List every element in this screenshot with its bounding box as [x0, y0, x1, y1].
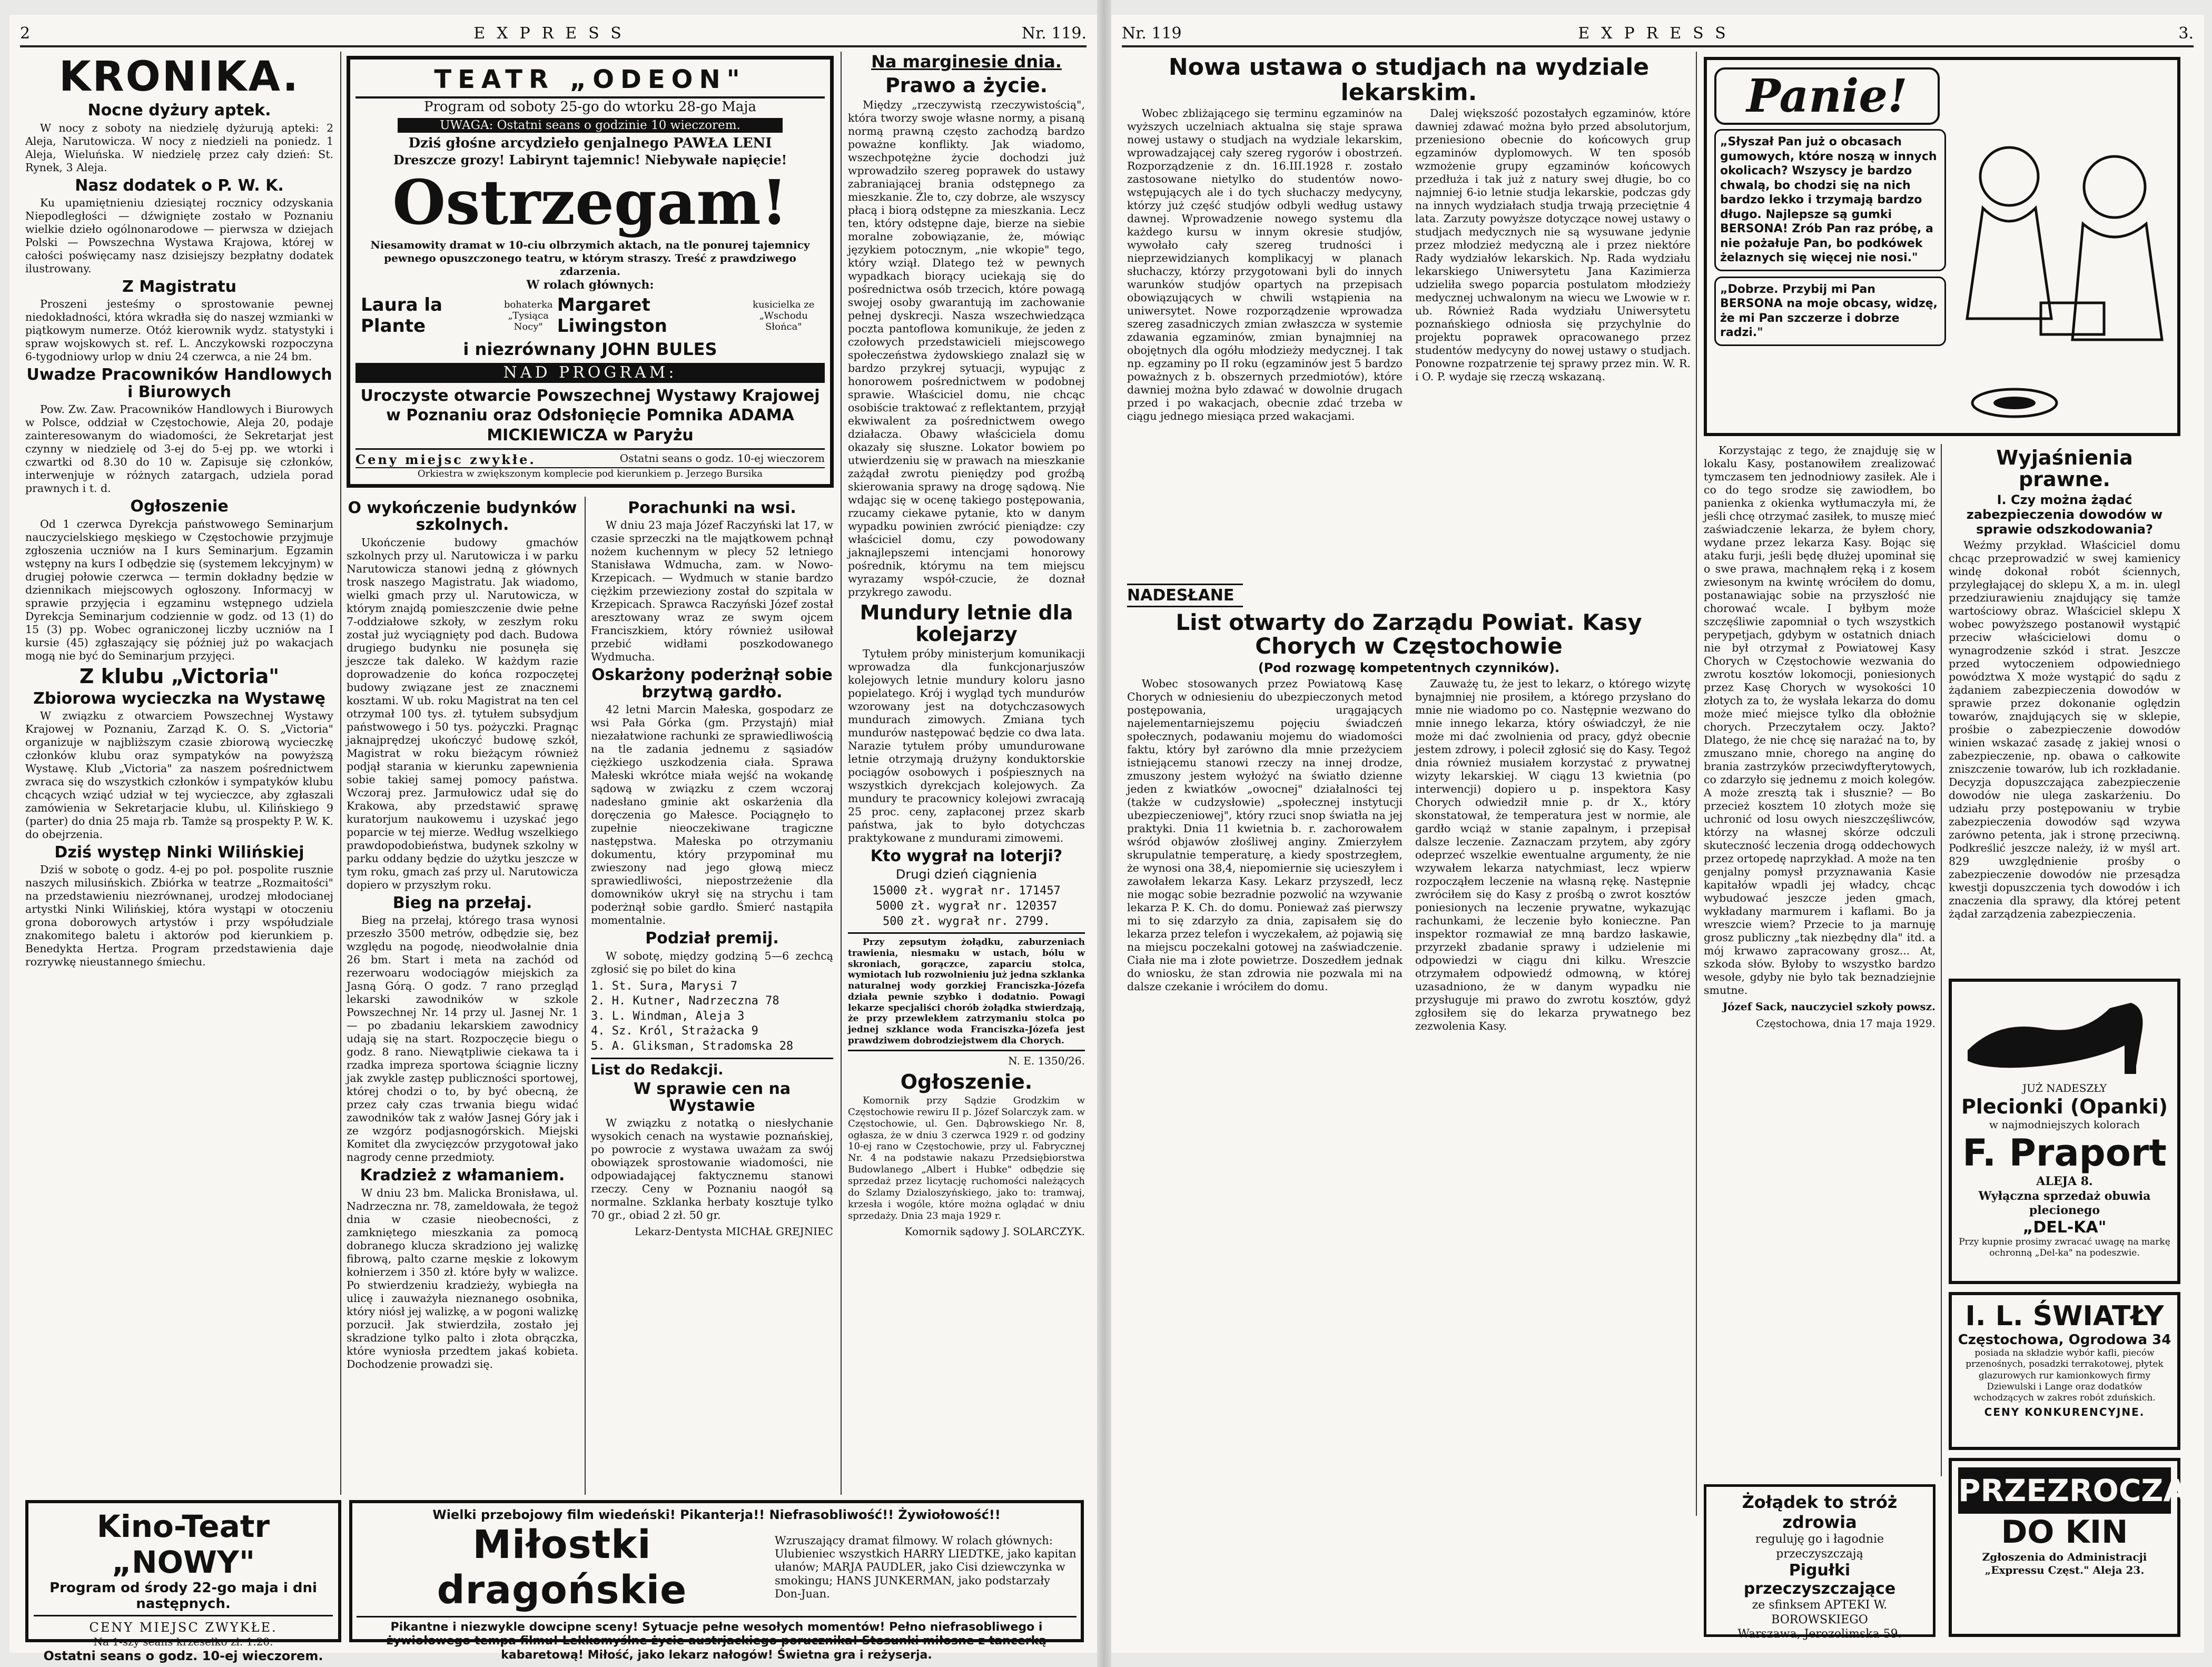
redakcja-text: W związku z notatką o niesłychanie wysokich cenach na wystawie poznańskiej, po powrocie z wystawa uważam za swój obowiązek sprostowanie wiadomości, nie odpowiadającej faktycznemu stanowi rzeczy. Ceny w Poznaniu naogół są normalne. Szklanka herbaty kosztuje tylko 70 gr., obiad 2 zł. 50 gr. — [591, 1117, 833, 1222]
nadeslane-label: NADESŁANE — [1127, 584, 1243, 607]
odeon-footer — [355, 448, 825, 467]
zoladek-ad — [1704, 1484, 1935, 1641]
milostki-ad — [349, 1500, 1084, 1662]
redakcja-heading: List do Redakcji. — [591, 1061, 724, 1078]
budynek-heading: O wykończenie budynków szkolnych. — [348, 499, 577, 535]
panie-speech-2: „Dobrze. Przybij mi Pan BERSONA na moje obcasy, widzę, że mi Pan szczerze i dobrze radzi." — [1714, 277, 1946, 346]
actor-1-note: bohaterka „Tysiąca Nocy" — [503, 299, 553, 332]
ogloszenie-ref: N. E. 1350/26. — [1008, 1054, 1085, 1067]
dodatek-text: Ku upamiętnieniu dziesiątej rocznicy odzyskania Niepodległości — dźwignięte zostało w Poznaniu wielkie dzieło ogólnonarodowe — pierwsza w dziejach Polski — Powszechna Wystawa Krajowa, której w całości poświęcamy nasz dzisiejszy bezpłatny dodatek ilustrowany. — [25, 196, 333, 275]
panie-texts — [1714, 129, 1946, 435]
porachunki-text: W dniu 23 maja Józef Raczyński lat 17, w czasie sprzeczki na tle majątkowem pchnął nożem kuchennym w plecy 52 letniego Stanisława Wdmucha, zam. w Nowo-Krzepicach. — Wydmuch w stanie bardzo ciężkim przewieziony został do szpitala w Krzepicach. Sprawca Raczyński Józef został aresztowany wraz ze swym ojcem Franciszkiem, który również usiłował przebić widłami poszkodowanego Wydmucha. — [591, 519, 833, 664]
odeon-title: TEATR „ODEON" — [355, 65, 825, 98]
panie-ad — [1704, 57, 2180, 436]
divider — [848, 932, 1085, 934]
bieg-heading: Bieg na przełaj. — [392, 893, 532, 912]
col2-left — [347, 497, 578, 1495]
zoladek-ad-address: Warszawa, Jerozolimska 59. — [1737, 1627, 1902, 1641]
redakcja-signature: Lekarz-Dentysta MICHAŁ GREJNIEC — [635, 1225, 833, 1238]
list-item: 500 zł. wygrał nr. 2799. — [883, 914, 1050, 928]
oskarzony-text: 42 letni Marcin Małeska, gospodarz ze wsi Pała Górka (gm. Przystajń) miał niezałatwione rachunki ze sprawiedliwością na tle zadania jednemu z sąsiadów ciężkiego uszkodzenia ciała. Sprawa Małeski wkrótce miała wejść na wokandę sądową w związku z czem wczoraj nadesłano gminie akt oskarżenia dla doręczenia go Małesce. Pociągnęło to zupełnie nieoczekiwane tragiczne następstwa. Małeska po otrzymaniu dokumentu, który przypominał mu zwieszony nad jego głową miecz sprawiedliwości, niepostrzeżenie dla domowników ukrył się na strychu i tam poderżnął sobie gardło. Śmierć nastąpiła momentalnie. — [591, 703, 833, 927]
swiatly-name: I. L. ŚWIATŁY — [1965, 1300, 2164, 1332]
porachunki-heading: Porachunki na wsi. — [628, 499, 796, 517]
odeon-uwaga: UWAGA: Ostatni seans o godzinie 10 wieczorem. — [398, 118, 783, 133]
divider — [357, 1616, 1077, 1617]
milostki-bottom: Pikantne i niezwykle dowcipne sceny! Sytuacje pełne wesołych momentów! Pełno niefrasobliwego i żywiołowego tempa filmu! Lekkomyślne życie austrjackiego porucznika! Stosunki miłosne z tancerką kabaretową! Miłość, jako lekarz nałogów! Świetna gra i reżyserja. — [386, 1621, 1047, 1662]
przezrocza-subtitle: DO KIN — [2001, 1514, 2128, 1551]
odeon-program: Program od soboty 25-go do wtorku 28-go Maja — [424, 99, 756, 115]
odeon-line1: Dziś głośne arcydzieło genjalnego PAWŁA LENI — [408, 135, 772, 152]
odeon-line2: Dreszcze grozy! Labirynt tajemnic! Niebywałe napięcie! — [393, 152, 787, 167]
mundury-heading: Mundury letnie dla kolejarzy — [860, 601, 1073, 646]
divider — [34, 1615, 333, 1616]
kasa-continuation — [1704, 444, 1935, 1476]
odeon-ceny: Ceny miejsc zwykłe. — [355, 452, 536, 468]
panie-speech-1: „Słyszał Pan już o obcasach gumowych, które noszą w innych okolicach? Wszyscy je bardzo chwalą, bo chodzi się na nich bardzo lekko i trzymają bardzo długo. Najlepsze są gumki BERSONA! Zrób Pan raz próbę, a nie pożałuje Pan, bo podkówek żelaznych się więcej nie nosi." — [1714, 129, 1946, 271]
zoladek-ad-text: reguluję go i łagodnie przeczyszczają — [1755, 1533, 1884, 1561]
victoria-subheading: Zbiorowa wycieczka na Wystawę — [33, 689, 325, 708]
kradziez-text: W dniu 23 bm. Malicka Bronisława, ul. Nadrzeczna nr. 78, zameldowała, że tegoż dnia w czasie nieobecności, z zamkniętego mieszkania za pomocą dobranego klucza skradziono jej walizkę fibrową, palto czarne męskie z lokowym kołnierzem i 350 zł. które były w walizce. Po stwierdzeniu kradzieży, wybiegła na ulicę i zauważyła nieznanego osobnika, który niósł jej walizkę, a w pogoni walizkę porzucił. Jak stwierdziła, zostało jej skradzione tylko palto i złota obrączka, które wyniosła przedtem jakaś kobieta. Dochodzenie prowadzi się. — [347, 1186, 578, 1370]
kronika-title: KRONIKA. — [59, 53, 300, 101]
odeon-extra: Uroczyste otwarcie Powszechnej Wystawy Krajowej w Poznaniu oraz Odsłonięcie Pomnika ADAMA MICKIEWICZA w Paryżu — [360, 386, 820, 445]
masthead: EXPRESS — [1578, 24, 1737, 43]
praport-name: F. Praport — [1962, 1131, 2167, 1175]
praport-top: JUŻ NADESZŁY — [2022, 1082, 2107, 1094]
kino-nowy-ceny: CENY MIEJSC ZWYKŁE. — [89, 1620, 278, 1635]
list-item: 3. L. Windman, Aleja 3 — [591, 1009, 745, 1023]
uwadze-text: Pow. Zw. Zaw. Pracowników Handlowych i Biurowych w Polsce, oddział w Częstochowie, Aleja 20, podaje zainteresowanym do wiadomości, że Sekretarjat jest czynny w niedzielę od 3-ej do 5-ej pp. we wtorki i czwartki od 8.30 do 10 w. Zapisuje się członków, interwenjuje w różnych zatargach, udziela porad prawnych i t. d. — [25, 403, 333, 495]
nadeslane-text-a: Wobec stosowanych przez Powiatową Kasę Chorych w odniesieniu do ubezpieczonych metod postępowania, urągających najelementarniejszemu pojęciu świadczeń społecznych, podawaniu mojemu do wiadomości faktu, który był zarówno dla mnie przeżyciem istniejącemu stanowi rzeczy na innej drodze, zmuszony jestem wyłożyć na światło dzienne jeden z kwiatków „owocnej" działalności tej (także w cudzysłowie) „społecznej instytucji ubezpieczeniowej", który rzuci snop światła na jej praktyki. Dnia 11 kwietnia b. r. zachorowałem wśród objawów złośliwej anginy. Zmierzyłem skrupulatnie temperaturę, a kiedy spostrzegłem, że wynosi ona 38,4, niepomiernie się ucieszyłem i zawołałem lekarza Kasy. Lekarz przyszedł, lecz nie mogąc sobie bezradnie pozwolić na wzywanie lekarza P. K. Ch. do domu. Ponieważ zaś pierwszy mi to się zdarzyło za dnia, zapisałem się do lekarza przez telefon i wyczekałem, aż pojawią się na miejscu poczekalni gotowej na zaświadczenie. Ciała nie ma i złote powietrze. Doszedłem jednak do wniosku, że stan zdrowia nie pozwala mi na dalsze czekanie i wróciłem do domu. — [1127, 677, 1403, 993]
swiatly-text: posiada na składzie wybór kafli, pieców przenośnych, posadzki terrakotowej, płytek glazurowych rur kamionkowych firmy Dziewulski i Lange oraz dodatków wchodzących w zakres robót zduńskich. — [1966, 1348, 2164, 1403]
odeon-film-title: Ostrzegam! — [392, 166, 788, 239]
premie-heading: Podział premij. — [645, 929, 779, 948]
wilinska-heading: Dziś występ Ninki Wilińskiej — [54, 843, 304, 862]
loteria-list — [848, 884, 1085, 929]
page-number: 3. — [2178, 24, 2194, 43]
zoladek-ad-firm: ze sfinksem APTEKI W. BOROWSKIEGO — [1752, 1599, 1888, 1626]
ustawa-title: Nowa ustawa o studjach na wydziale lekarskim. — [1168, 54, 1650, 106]
odeon-last-show: Ostatni seans o godz. 10-ej wieczorem — [619, 452, 825, 465]
left-running-header — [20, 21, 1087, 47]
kradziez-heading: Kradzież z włamaniem. — [360, 1166, 565, 1185]
kino-nowy-title: Kino-Teatr „NOWY" — [96, 1508, 270, 1580]
przezrocza-ad — [1949, 1458, 2187, 1637]
column-rule — [841, 52, 842, 1495]
praport-address: ALEJA 8. — [2036, 1175, 2093, 1188]
swiatly-ad — [1949, 1292, 2180, 1450]
actor-2: Margaret Liwingston — [557, 294, 667, 337]
actor-3: i niezrównany JOHN BULES — [463, 339, 717, 360]
actor-2-note: kusicielka ze „Wschodu Słońca" — [753, 299, 815, 332]
ogloszenie-text: Od 1 czerwca Dyrekcja państwowego Seminarjum nauczycielskiego męskiego w Częstochowie przyjmuje zgłoszenia uczniów na I kurs Seminarjum. Egzamin wstępny na kurs I odbędzie się (systemem lekcyjnym) w drugiej połowie czerwca — termin dokładny będzie w dziennikach miejscowych ogłoszony. Informacyj w sprawie przyjęcia i egzaminu wstępnego udziela Dyrekcja Seminarjum codziennie w godz. od 13 (1) do 15 (3) pp. Wobec ograniczonej liczby uczniów na I kursie (45) zgłaszający się później już po wakacjach mogą nie być do Seminarjum przyjęci. — [25, 517, 333, 662]
masthead: EXPRESS — [473, 24, 633, 43]
actor-1: Laura la Plante — [361, 294, 442, 337]
shoe-icon — [1957, 987, 2173, 1082]
panie-title: Panie! — [1714, 67, 1940, 125]
kino-nowy-program: Program od środy 22-go maja i dni następnych. — [50, 1580, 317, 1612]
cobbler-illustration — [1951, 129, 2172, 435]
odeon-ad — [347, 56, 834, 488]
wyjasnienia-heading: Wyjaśnienia prawne. — [1996, 446, 2133, 491]
wyjasnienia-subheading: I. Czy można żądać zabezpieczenia dowodów w sprawie odszkodowania? — [1966, 492, 2163, 537]
zoladek-text: Przy zepsutym żołądku, zaburzeniach trawienia, niesmaku w ustach, bólu w skroniach, gorączce, zaparciu stolca, wymiotach lub rozwolnieniu już jedna szklanka naturalnej wody gorzkiej Franciszka-Józefa działa pewnie szybko i dodatnio. Powagi lekarze specjaliści chorób żołądka stwierdzają, że przy przewlekłem zatrzymaniu stolca po jednej szklance woda Franciszka-Józefa jest prawdziwem dobrodziejstwem dla Chorych. — [848, 937, 1085, 1046]
col3 — [848, 52, 1085, 1495]
margines-heading: Na marginesie dnia. — [871, 52, 1062, 72]
issue-number: Nr. 119 — [1122, 24, 1182, 43]
list-item: 5. A. Gliksman, Stradomska 28 — [591, 1039, 794, 1053]
przezrocza-note: Zgłoszenia do Administracji „Expressu Częst." Aleja 23. — [1982, 1551, 2147, 1576]
ogloszenie-2-signature: Komornik sądowy J. SOLARCZYK. — [904, 1225, 1085, 1238]
wilinska-text: Dziś w sobotę o godz. 4-ej po poł. pospolite rusznie naszych milusińskich. Zbiórka w teatrze „Rozmaitości" na przedstawieniu niezrównanej, urodzej młodocianej artystki Ninki Wilińskiej, która wystąpi w otoczeniu grona doborowych artystów i przy współudziale znakomitego baletu i aktorów pod kierunkiem p. Benedykta Hertza. Program przedstawienia daje rozrywkę nieustannego śmiechu. — [25, 863, 333, 969]
premie-list — [591, 979, 833, 1054]
list-item: 5000 zł. wygrał nr. 120357 — [875, 900, 1058, 913]
milostki-top: Wielki przebojowy film wiedeński! Pikanterja!! Niefrasobliwość!! Żywiołowość!! — [432, 1507, 1001, 1522]
col2-right — [591, 497, 833, 1495]
milostki-desc: Wzruszający dramat filmowy. W rolach głównych: Ulubieniec wszystkich HARRY LIEDTKE, jako kapitan ułanów; MARJA PAUDLER, jako Cisi dziewczynka w smokingu; HANS JUNKERMAN, jako podstarzały Don-Juan. — [775, 1534, 1077, 1600]
victoria-heading: Z klubu „Victoria" — [79, 664, 280, 688]
zoladek-ad-title: Żołądek to stróż zdrowia — [1742, 1492, 1898, 1532]
ogloszenie-2-text: Komornik przy Sądzie Grodzkim w Częstochowie rewiru II p. Józef Solarczyk zam. w Częstochowie, ul. Gen. Dąbrowskiego Nr. 8, ogłasza, że w dniu 3 czerwca 1929 r. od godziny 10-ej rano w Częstochowie, przy ul. Fabrycznej Nr. 4 na podstawie nakazu Przedsiębiorstwa Budowlanego „Albert i Hubke" odbędzie się sprzedaż przez licytację ruchomości należących do Szlamy Dzialoszyńskiego, jako to: tramwaj, krzesła i wogóle, które można oglądać w dniu sprzedaży. Dnia 23 maja 1929 r. — [848, 1094, 1085, 1222]
ustawa-article — [1127, 52, 1691, 584]
list-item: 1. St. Sura, Marysi 7 — [591, 979, 738, 993]
column-rule — [1696, 52, 1697, 1516]
divider — [848, 1050, 1085, 1051]
ogloszenie-heading: Ogłoszenie — [130, 497, 229, 516]
wyjasnienia-article — [1949, 444, 2180, 971]
issue-number: Nr. 119. — [1021, 24, 1087, 43]
zoladek-ad-product: Pigułki przeczyszczające — [1743, 1561, 1896, 1598]
ustawa-columns — [1127, 107, 1691, 426]
apteki-text: W nocy z soboty na niedzielę dyżurują apteki: 2 Aleja, Narutowicza. W nocy z niedzieli na poniedz. 1 Aleja, Wieluńska. W niedzielę przez cały dzień: St. Rynek, 3 Aleja. — [25, 121, 333, 174]
bieg-text: Bieg na przełaj, którego trasa wynosi przeszło 3500 metrów, odbędzie się, bez względu na pogodę, nieodwołalnie dnia 26 bm. Start i meta na zachód od rezerwoaru wodociągów miejskich za Jasną Górą. O godz. 7 rano przegląd lekarski zawodników w szkole Powszechnej Nr. 14 przy ul. Jasnej Nr. 1 — po zbadaniu lekarskiem zawodnicy udają się na start. Rozpoczęcie biegu o godz. 8 rano. Niewątpliwie ciekawa ta i rzadka impreza sportowa ściągnie liczny jak zwykle zastęp publiczności sportowej, której chodzi o to, by być obecną, że przez cały czas trwania biegu widać zawodników tak z wałów Jasnej Góry jak i ze wzgórz podjasnogórskich. Miejski Komitet dla zwycięzców przygotował jako nagrody cenne przedmioty. — [347, 914, 578, 1164]
kasa-signature: Józef Sack, nauczyciel szkoły powsz. — [1722, 1000, 1935, 1013]
mundury-text: Tytułem próby ministerjum komunikacji wprowadza dla funkcjonarjuszów kolejowych letnie mundury koloru jasno popielatego. Krój i wygląd tych mundurów wzorowany jest na dotychczasowych mundurach zimowych. Zmiana tych mundurów następować będzie co dwa lata. Narazie tytułem próby umundurowane letnie otrzymają drużyny konduktorskie pociągów osobowych i pośpiesznych na wszystkich dyrekcjach kolejowych. Za mundury te pracownicy kolejowi zwracają 25 proc. ceny, zapłaconej przez skarb państwa, jak to było dotychczas praktykowane z mundurami zimowemi. — [848, 647, 1085, 845]
kino-nowy-note: Na 1-szy seans krzesełko zł. 1.20. — [93, 1635, 273, 1648]
apteki-heading: Nocne dyżury aptek. — [87, 101, 271, 120]
kronika-column — [25, 52, 333, 1495]
loteria-heading: Kto wygrał na loterji? — [870, 847, 1063, 866]
praport-product: Plecionki (Opanki) — [1961, 1095, 2168, 1118]
nadeslane-text-b: Zauważę tu, że jest to lekarz, o którego wizytę bynajmniej nie prosiłem, a którego przysłano do mnie nie wiadomo po co. Następnie wezwano do mnie innego lekarza, który oświadczył, że nie może mi dać zwolnienia od pracy, gdyż obecnie jestem zdrowy, i polecił zgłosić się do Kasy. Tegoż dnia również musiałem korzystać z prywatnej wizyty lekarskiej. W ciągu 13 kwietnia (po interwencji) dopiero u p. inspektora Kasy Chorych odwiedził mnie p. dr X., który skonstatował, że temperatura jest w normie, ale gardło wciąż w stanie zapalnym, i przepisał dalsze leczenie. Zaznaczam przytem, aby zgóry odeprzeć wszelkie ewentualne argumenty, że nie wzywałem lekarza natychmiast, lecz wpierw rozpocząłem leczenie na własną rękę. Następnie zwróciłem się do Kasy z prośbą o zwrot kosztów poniesionych na leczenie prywatne, wykazując rachunkami, że leczenie było konieczne. Pan inspektor rozmawiał ze mną bardzo łaskawie, przyrzekł zbadanie sprawy i udzielenie mi odpowiedzi w ciągu dni kilku. Wreszcie otrzymałem odpowiedź odmowną, w której uzasadniono, że w danym wypadku nie przysługuje mi prawo do zwrotu kosztów, gdyż zgłosiłem się do lekarza prywatnego bez zezwolenia Kasy. — [1415, 677, 1691, 1032]
milostki-middle — [357, 1522, 1077, 1613]
milostki-title: Miłostki dragońskie — [437, 1522, 687, 1613]
praport-ad — [1949, 979, 2180, 1284]
nadeslane-title: List otwarty do Zarządu Powiat. Kasy Chorych w Częstochowie — [1176, 609, 1642, 659]
odeon-nad-program: NAD PROGRAM: — [355, 363, 825, 383]
victoria-text: W związku z otwarciem Powszechnej Wystawy Krajowej w Poznaniu, Zarząd K. O. S. „Victoria" organizuje w najbliższym czasie zbiorową wycieczkę członków klubu oraz sympatyków na powyższą Wystawę. Klub „Victoria" za naszem pośrednictwem zwraca się do wszystkich członków i sympatyków klubu chcących wziąć udział w tej wycieczce, aby zgłaszali zamówienia w Sekretarjacie klubu, ul. Kilińskiego 9 (parter) do dnia 25 maja rb. Tamże są prospekty P. W. K. do obejrzenia. — [25, 709, 333, 841]
odeon-roles-head: W rolach głównych: — [526, 278, 654, 292]
dodatek-heading: Nasz dodatek o P. W. K. — [75, 176, 284, 195]
praport-note: Przy kupnie prosimy zwracać uwagę na markę ochronną „Del-ka" na podeszwie. — [1959, 1236, 2170, 1258]
swiatly-price: CENY KONKURENCYJNE. — [1984, 1406, 2145, 1419]
page-gutter — [1097, 0, 1111, 1667]
wyjasnienia-text: Weźmy przykład. Właściciel domu chcąc przeprowadzić w swej kamienicy windę dokonał robót ściennych, przyległającej do sklepu X, a m. in. ulegl przedziurawieniu znajdujący się tamże wartościowy obraz. Właściciel sklepu X wobec powyższego postanowił wystąpić przeciw właścicielowi domu o wynagrodzenie szkód i strat. Jeszcze przed wytoczeniem odpowiedniego powództwa X może wystąpić do sądu z żądaniem zabezpieczenia dowodów w sprawie przez dokonanie oględzin towarów, znajdujących się w sklepie, prośbie o zabezpieczenie dowodów winien wskazać zasadę z jakiej wnosi o zabezpieczenie, np. obawa o całkowite zniszczenie towarów, lub ich rozkładanie. Decyzja dopuszczająca zabezpieczenie dowodów nie ulega zaskarżeniu. Do udziału przy postępowaniu w trybie zabezpieczenia dowodów sąd wzywa zarówno petenta, jak i stronę przeciwną. Podkreślić jeszcze należy, iż w myśl art. 829 uwzględnienie prośby o zabezpieczenie dowodów nie przesądza kwestji dopuszczenia tych dowodów i ich znaczenia dla sprawy, dla której petent żądał zarządzenia zabezpieczenia. — [1949, 539, 2180, 921]
ustawa-text-b: Dalej większość pozostałych egzaminów, które dawniej zdawać można było przed absolutorjum, przeniesiono obecnie do końcowych grup egzaminów dyplomowych. W ten sposób wzmożenie grupy egzaminów końcowych przedłuża i tak już z natury swej długie, bo co najmniej 6-io letnie studja lekarskie, podczas gdy na innych wydziałach studja trwają przeciętnie 4 lata. Zarzuty powyższe dotyczące nowej ustawy o studjach medycznych nie są wysuwane jedynie przez młodzież medyczną ale i przez niektóre Rady wydziałów lekarskich. Np. Rada wydziału lekarskiego Uniwersytetu Jana Kazimierza udzieliła swego poparcia postulatom młodzieży medycznej uchwalonym na wiecu we Lwowie w r. ub. Również Rada wydziału Uniwersytetu poznańskiego odniosła się przychylnie do projektu poprawek opracowanego przez studentów medycyny do nowej ustawy o studjach. Ponowne rozpatrzenie tej sprawy przez min. W. R. i O. P. wydaje się rzeczą wskazaną. — [1415, 107, 1691, 383]
list-item: 15000 zł. wygrał nr. 171457 — [872, 884, 1061, 898]
przezrocza-title: PRZEZROCZA — [1958, 1467, 2171, 1514]
praport-brand: „DEL-KA" — [2022, 1218, 2107, 1237]
premie-text: W sobotę, między godziną 5—6 zechcą zgłosić się po bilet do kina — [591, 949, 833, 975]
kasa-text: Korzystając z tego, że znajduję się w lokalu Kasy, postanowiłem zrealizować tymczasem ten jednodniowy zasiłek. Ale i co do tego srodze się zawiodłem, bo panienka z okienka wytłumaczyła mi, że jeśli chcę otrzymać zasiłek, to muszę mieć zaświadczenie lekarza, że byłem chory, wydane przez lekarza Kasy. Bojąc się ataku furji, jeśli będę dłużej upominał się o swe prawa, machnąłem ręką i z kosem zwiesonym na kwintę wróciłem do domu, postanawiając sobie na przyszłość nie chorować wcale. I byłbym może szczęśliwie zapomniał o tych wszystkich perypetjach, gdybym w ostatnich dniach nie był otrzymał z Powiatowej Kasy Chorych w Częstochowie wezwania do zwrotu kosztów lokomocji, poniesionych przez Kasę Chorych w wysokości 10 złotych za to, że wysłała lekarza do domu może mieć miejsce tylko dla obłożnie chorych. Przeczytałem oczy. Jakto? Dlatego, że nie chcę się narażać na to, by zmuszano mnie, chorego na anginę do brania zastrzyków przeciwdyfterytowych, co zdarzyło się jednemu z moich kolegów. A może zresztą tak i słusznie? — Bo przecież kosztem 10 złotych może się uchronić od losu owych nieszczęśliwców, którzy na własnej skórze odczuli skuteczność leczenia drogą oddechowych przez ortopedę naprzykład. A może na ten genjalny pomysł przyznawania Kasie kapitałów wpadli jej władcy, chcąc wybudować jeszcze jeden gmach, wykładany marmurem i kaflami. Bo ja wreszcie wiem? Przecie to ja marnuję grosz publiczny „tak niezbędny dla" itd. a mój krwawo zapracowany grosz... At, szkoda słów. Byłoby to wszystko bardzo wesołe, gdyby nie było tak beznadziejnie smutne. — [1704, 444, 1935, 997]
budynek-text: Ukończenie budowy gmachów szkolnych przy ul. Narutowicza i w parku Narutowicza stanowi jedną z głównych trosk naszego Magistratu. Jak wiadomo, wielki gmach przy ul. Narutowicza, w którym znajdą pomieszczenie dwie pełne 7-oddziałowe szkoły, w zeszłym roku został już wyciągnięty pod dach. Budowa drugiego budynku nie posunęła się jeszcze tak daleko. W każdym razie doprowadzenie do końca rozpoczętej budowy związane jest ze znacznemi kosztami. W ub. roku Magistrat na ten cel otrzymał 100 tys. zł. tytułem subsydjum państwowego i 50 tys. pożyczki. Pragnąc jaknajprędzej ukończyć budowę szkół, Magistrat w roku bieżącym również podjął starania w kierunku zapewnienia sobie takiej samej pomocy państwa. Wczoraj prez. Jarmułowicz udał się do Krakowa, aby przedstawić sprawę kuratorjum naukowemu i uzyskać jego poparcie w tej mierze. Według wszelkiego prawdopodobieństwa, budynek szkolny w parku oddany będzie do użytku jeszcze w tym roku, gmach zaś przy ul. Narutowicza dopiero w przyszłym roku. — [347, 536, 578, 891]
uwadze-heading: Uwadze Pracowników Handlowych i Biurowych — [26, 366, 332, 401]
nadeslane-subtitle: (Pod rozwagę kompetentnych czynników). — [1258, 660, 1560, 675]
odeon-orchestra: Orkiestra w zwiększonym komplecie pod kierunkiem p. Jerzego Bursika — [355, 467, 825, 480]
ogloszenie-2-heading: Ogłoszenie. — [900, 1070, 1033, 1093]
loteria-subheading: Drugi dzień ciągnienia — [895, 867, 1038, 882]
magistrat-text: Proszeni jesteśmy o sprostowanie pewnej niedokładności, która wkradła się do naszej wzmianki w piątkowym numerze. Otóż kierownik wydz. statystyki i spraw wojskowych st. ref. L. Anczykowski rozpoczyna 6-tygodniowy urlop w dniu 24 czerwca, a nie 24 bm. — [25, 298, 333, 363]
kino-nowy-last: Ostatni seans o godz. 10-ej wieczorem. — [43, 1649, 323, 1663]
list-item: 2. H. Kutner, Nadrzeczna 78 — [591, 994, 779, 1008]
page-number: 2 — [20, 24, 31, 43]
ustawa-text-a: Wobec zbliżającego się terminu egzaminów na wyższych uczelniach aktualna się staje sprawa nowej ustawy o studjach na wydziale lekarskim, wprowadzającej cały szereg rygorów i obostrzeń. Rozporządzenie z dn. 16.III.1928 r. zostało zastosowane nietylko do studentów nowo-wstępujących ale i do tych słuchaczy medycyny, którzy już część studjów odbyli według ustawy dawnej. Wprowadzenie nowego systemu dla każdego kursu w innym okresie studjów, wywołało cały szereg trudności i nieprzewidzianych komplikacyj w planach słuchaczy, którzy przygotowani byli do innych warunków studjów opartych na przepisach obowiązujących w chwili wstąpienia na uniwersytet. Nowe rozporządzenie wprowadza szereg zasadniczych zmian zwłaszcza w systemie zdawania egzaminów, zmian bynajmniej na obojętnych dla ogółu młodzieży medycznej. I tak np. egzaminy po II roku (egzaminów jest 5 bardzo poważnych z b. obszernych przedmiotów), które dawniej można było zdawać w dowolnie drugach przed i po wakacjach, obecnie zdać trzeba w ciągu jednego miesiąca przed wakacjami. — [1127, 107, 1403, 423]
swiatly-city: Częstochowa, Ogrodowa 34 — [1958, 1332, 2171, 1348]
prawo-text: Między „rzeczywistą rzeczywistością", która tworzy swoje własne normy, a pisaną normą prawną często zachodzą bardzo poważne konflikty. Jak wiadomo, wszechpotężne życie dochodzi już wprowadziło szereg poprawek do ustawy zabraniającej brania odstępnego za mieszkanie. Źle to, czy dobrze, ale wszyscy płacą i biorą odstępne za mieszkania. Lecz ten, który odstępne daje, bierze na siebie moralne zobowiązanie, że, mówiąc językiem potocznym, „nie wkopie" tego, który wziął. Dlatego też w pewnych wypadkach biorący uciekają się do pośrednictwa osób trzecich, które powagą swojej osoby gwarantują im zachowanie pełnej dyskrecji. Nasza wszechwiedząca poczta pantoflowa komunikuje, że jeden z czołowych przedstawicieli miejscowego społeczeństwa żydowskiego znalazł się w bardzo przykrej sytuacji, wypując z honorowem pośrednictwem w podobnej sprawie. Właściciel domu, nie chcąc osobiście traktować z reflektantem, przyjął ekwiwalent za pośrednictwem owego działacza. Obawy właściciela domu okazały się słuszne. Lokator bowiem po utwierdzeniu się w prawach na mieszkanie zażądał zwrotu pieniędzy pod groźbą skierowania sprawy na drogę sądową. Nie wdając się w ocenę takiego postępowania, rzucamy ciekawe pytanie, kto w danym wypadku powinien zwrócić pieniądze: czy właściciel domu, czy powodowany jaknajlepszemi intencjami honorowy pośrednik, którymu na tem miejscu wyrazamy współ-czucie, że doznał przykrego zawodu. — [848, 98, 1085, 599]
praport-colors: w najmodniejszych kolorach — [1989, 1118, 2140, 1131]
divider — [591, 1058, 833, 1059]
right-running-header — [1122, 21, 2194, 47]
right-page — [1111, 15, 2204, 1653]
prawo-heading: Prawo a życie. — [885, 74, 1048, 97]
column-rule — [1941, 444, 1942, 1476]
nadeslane-article — [1127, 584, 1691, 1632]
praport-line1: Wyłączna sprzedaż obuwia plecionego — [1978, 1189, 2151, 1217]
nadeslane-columns — [1127, 677, 1691, 1036]
odeon-actors-row — [361, 294, 819, 337]
column-rule — [585, 497, 586, 1495]
column-rule — [340, 52, 341, 1495]
list-item: 4. Sz. Król, Strażacka 9 — [591, 1024, 758, 1038]
oskarzony-heading: Oskarżony poderżnął sobie brzytwą gardło. — [591, 666, 833, 702]
left-page — [9, 15, 1097, 1663]
panie-body — [1714, 129, 2170, 435]
odeon-desc: Niesamowity dramat w 10-ciu olbrzymich aktach, na tle ponurej tajemnicy pewnego opuszczonego teatru, w którym straszy. Treść z prawdziwego zdarzenia. — [370, 238, 810, 278]
magistrat-heading: Z Magistratu — [122, 278, 236, 297]
kasa-signature-place: Częstochowa, dnia 17 maja 1929. — [1756, 1017, 1935, 1030]
redakcja-subheading: W sprawie cen na Wystawie — [633, 1079, 791, 1116]
kino-nowy-ad — [25, 1500, 341, 1663]
